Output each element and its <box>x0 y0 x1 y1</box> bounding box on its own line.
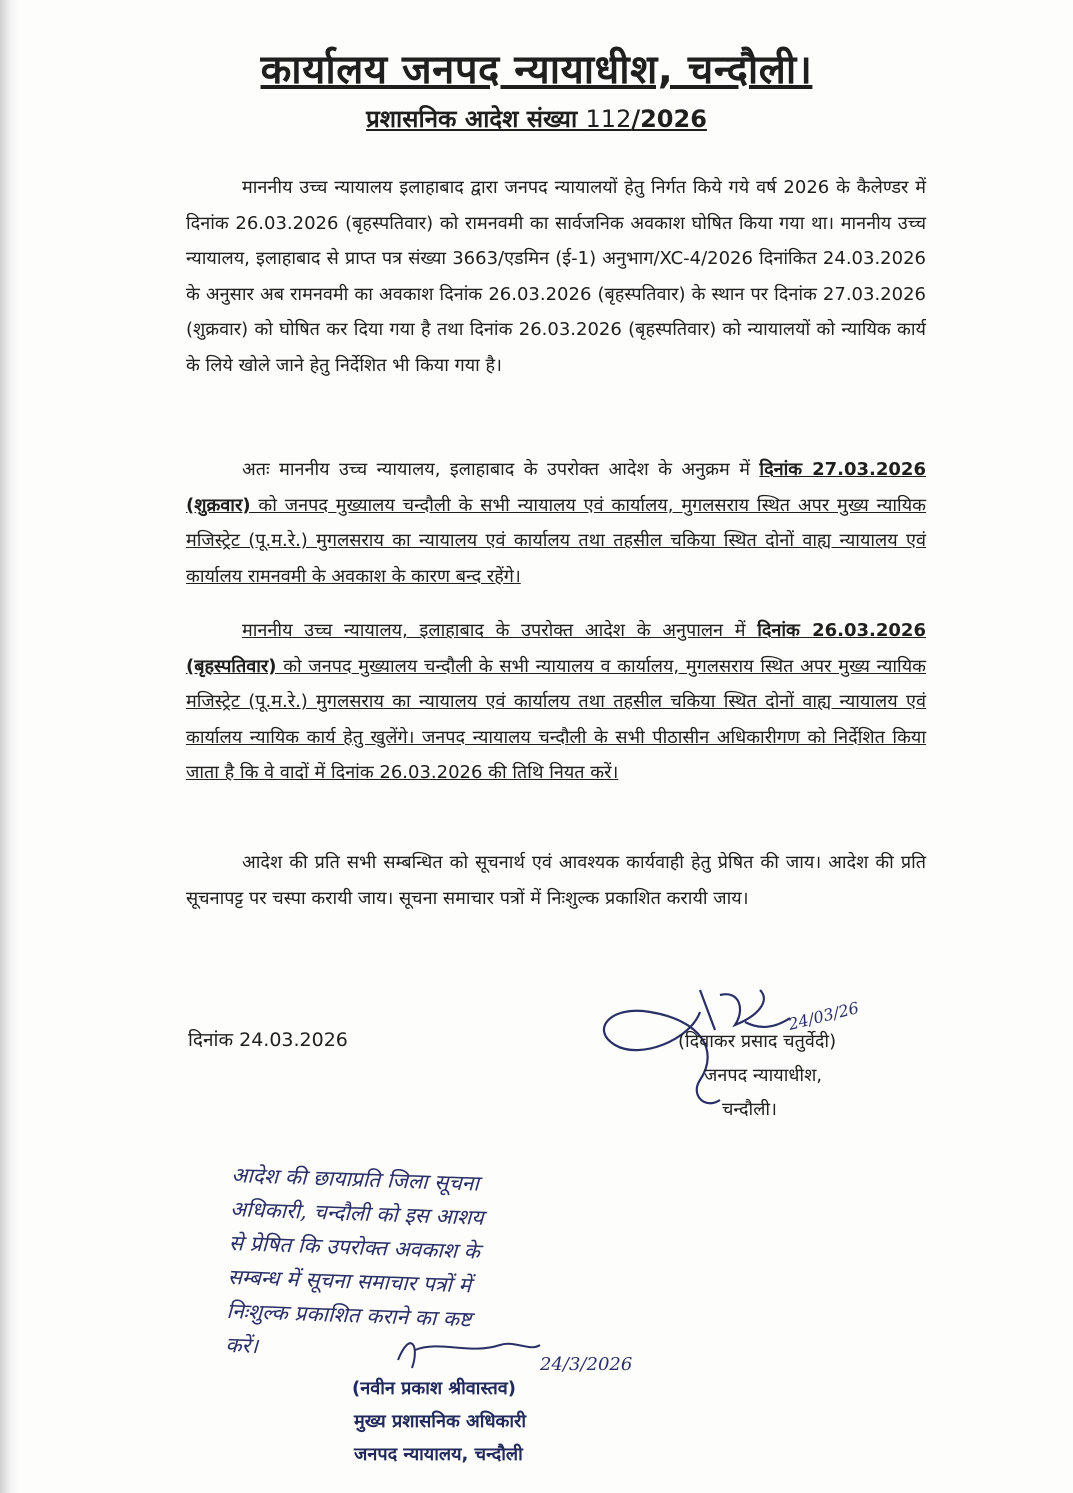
paragraph-3-intro: माननीय उच्च न्यायालय, इलाहाबाद के उपरोक्त आदेश के अनुपालन में <box>242 620 758 641</box>
handwritten-line: अधिकारी, चन्दौली को इस आशय <box>229 1196 484 1230</box>
officer-name: (नवीन प्रकाश श्रीवास्तव) <box>352 1378 516 1399</box>
order-year: /2026 <box>631 105 707 133</box>
paragraph-3-rest: को जनपद मुख्यालय चन्दौली के सभी न्यायालय व कार्यालय, मुगलसराय स्थित अपर मुख्य न्यायिक मजिस्ट्रेट (पू.म.रे.) मुगलसराय का न्यायालय एवं कार्यालय तथा तहसील चकिया स्थित दोनों वाह्य न्यायालय एवं कार्यालय न्यायिक कार्य हेतु खुलेंगे। जनपद न्यायालय चन्दौली के सभी पीठासीन अधिकारीगण को निर्देशित किया जाता है कि वे वादों में दिनांक 26.03.2026 की तिथि नियत करें। <box>186 655 926 783</box>
issue-date: दिनांक 24.03.2026 <box>188 1029 348 1051</box>
judge-name: (दिवाकर प्रसाद चतुर्वेदी) <box>678 1031 837 1052</box>
handwritten-line: सम्बन्ध में सूचना समाचार पत्रों में <box>227 1264 472 1298</box>
order-number: 112 <box>585 105 632 133</box>
paragraph-2-date: दिनांक 27.03.2026 (शुक्रवार) <box>186 459 926 516</box>
officer-designation: मुख्य प्रशासनिक अधिकारी <box>354 1411 527 1432</box>
paragraph-2-intro: अतः माननीय उच्च न्यायालय, इलाहाबाद के उपरोक्त आदेश के अनुक्रम में <box>242 459 760 480</box>
order-label: प्रशासनिक आदेश संख्या <box>366 105 586 133</box>
paragraph-4-text: आदेश की प्रति सभी सम्बन्धित को सूचनार्थ एवं आवश्यक कार्यवाही हेतु प्रेषित की जाय। आदेश की प्रति सूचनापट्ट पर चस्पा करायी जाय। सूचना समाचार पत्रों में निःशुल्क प्रकाशित करायी जाय। <box>186 852 926 909</box>
paragraph-3-date: दिनांक 26.03.2026 (बृहस्पतिवार) <box>186 620 926 677</box>
handwritten-line: निःशुल्क प्रकाशित कराने का कष्ट <box>226 1298 472 1332</box>
paragraph-2-rest: को जनपद मुख्यालय चन्दौली के सभी न्यायालय एवं कार्यालय, मुगलसराय स्थित अपर मुख्य न्यायिक मजिस्ट्रेट (पू.म.रे.) मुगलसराय का न्यायालय एवं कार्यालय तथा तहसील चकिया स्थित दोनों वाह्य न्यायालय एवं कार्यालय रामनवमी के अवकाश के कारण बन्द रहेंगे। <box>186 494 926 587</box>
judge-signature-date: 24/03/26 <box>786 998 861 1034</box>
officer-office: जनपद न्यायालय, चन्दौली <box>354 1444 523 1465</box>
handwritten-line: से प्रेषित कि उपरोक्त अवकाश के <box>228 1230 481 1264</box>
judge-signature-block <box>678 1025 836 1127</box>
handwritten-line: करें। <box>225 1332 259 1359</box>
officer-stamp <box>352 1372 526 1471</box>
judge-designation: जनपद न्यायाधीश, <box>704 1065 823 1086</box>
judge-place: चन्दौली। <box>722 1099 777 1120</box>
paragraph-1-text: माननीय उच्च न्यायालय इलाहाबाद द्वारा जनपद न्यायालयों हेतु निर्गत किये गये वर्ष 2026 के कैलेण्डर में दिनांक 26.03.2026 (बृहस्पतिवार) को रामनवमी का सार्वजनिक अवकाश घोषित किया गया था। माननीय उच्च न्यायालय, इलाहाबाद से प्राप्त पत्र संख्या 3663/एडमिन (ई-1) अनुभाग/XC-4/2026 दिनांकित 24.03.2026 के अनुसार अब रामनवमी का अवकाश दिनांक 26.03.2026 (बृहस्पतिवार) के स्थान पर दिनांक 27.03.2026 (शुक्रवार) को घोषित कर दिया गया है तथा दिनांक 26.03.2026 (बृहस्पतिवार) को न्यायालयों को न्यायिक कार्य के लिये खोले जाने हेतु निर्देशित भी किया गया है। <box>186 177 926 376</box>
handwritten-date: 24/3/2026 <box>540 1354 633 1375</box>
handwritten-endorsement <box>225 1158 612 1375</box>
office-title: कार्यालय जनपद न्यायाधीश, चन्दौली। <box>260 47 813 93</box>
handwritten-line: आदेश की छायाप्रति जिला सूचना <box>230 1162 480 1196</box>
